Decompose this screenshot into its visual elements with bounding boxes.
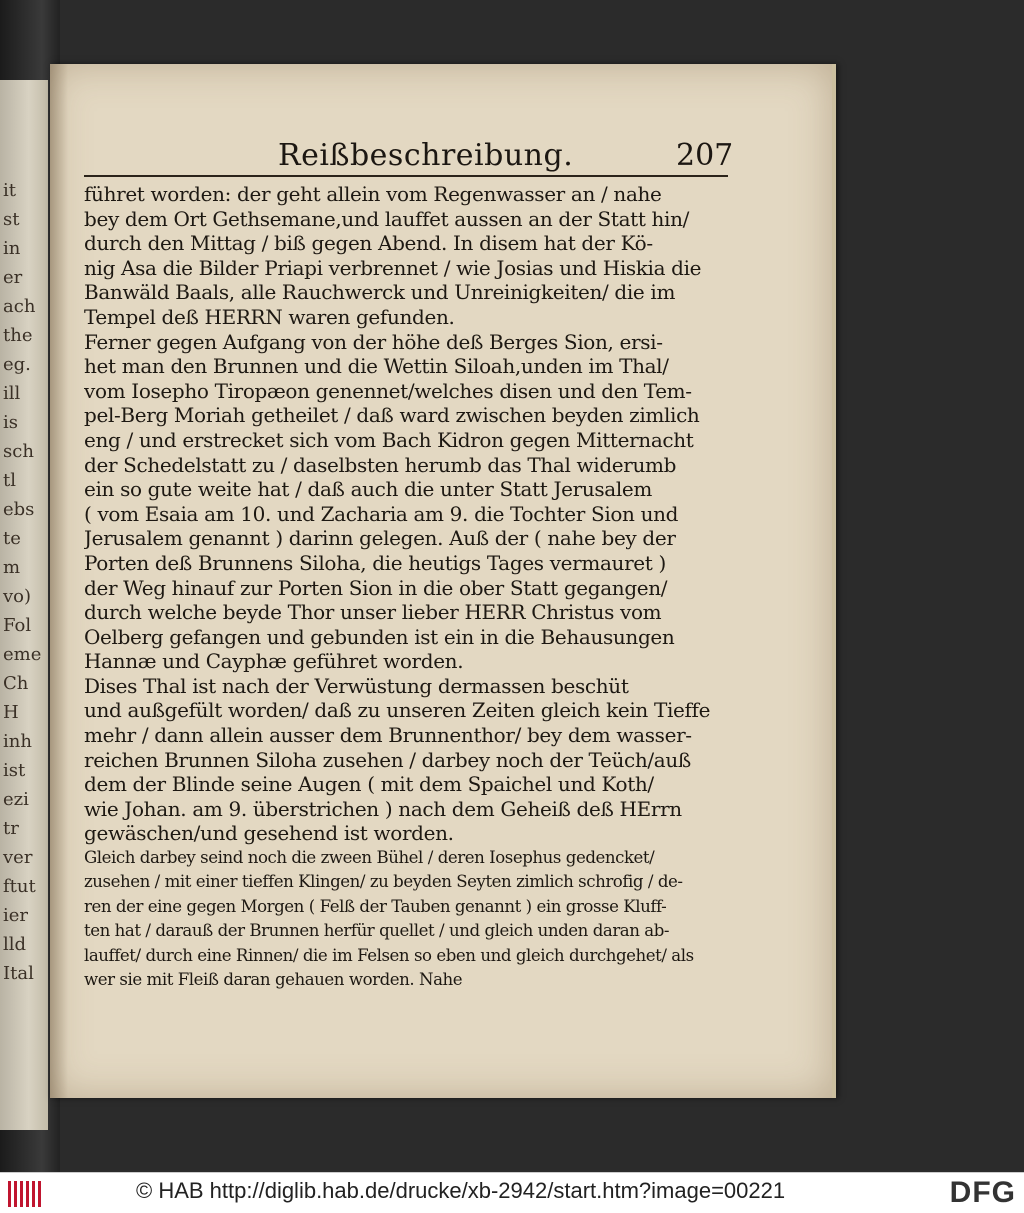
- header-rule: [84, 175, 728, 177]
- viewer-footer: [0, 1172, 1024, 1213]
- previous-page-fragment: eg.: [3, 354, 31, 375]
- previous-page-fragment: te: [3, 528, 21, 549]
- text-line: reichen Brunnen Siloha zusehen / darbey noch der Teüch/auß: [84, 747, 691, 772]
- previous-page-fragment: ebs: [3, 499, 35, 520]
- text-line: Jerusalem genannt ) darinn gelegen. Auß der ( nahe bey der: [84, 526, 676, 551]
- text-line-small: lauffet/ durch eine Rinnen/ die im Felsen so eben und gleich durchgehet/ als: [84, 945, 694, 965]
- text-line: pel-Berg Moriah getheilet / daß ward zwischen beyden zimlich: [84, 403, 700, 428]
- previous-page-fragment: er: [3, 267, 23, 288]
- text-line: der Schedelstatt zu / daselbsten herumb das Thal widerumb: [84, 452, 677, 477]
- previous-page-fragment: the: [3, 325, 33, 346]
- text-line: und außgefült worden/ daß zu unseren Zeiten gleich kein Tieffe: [84, 698, 711, 723]
- previous-page-fragment: tl: [3, 470, 16, 491]
- previous-page-fragment: vo): [3, 586, 32, 607]
- previous-page-fragment: is: [3, 412, 18, 433]
- text-line: durch den Mittag / biß gegen Abend. In disem hat der Kö-: [84, 231, 653, 256]
- text-line: ( vom Esaia am 10. und Zacharia am 9. die Tochter Sion und: [84, 501, 679, 526]
- text-line: dem der Blinde seine Augen ( mit dem Spaichel und Koth/: [84, 772, 654, 797]
- previous-page-fragment: inh: [3, 731, 32, 752]
- text-line: wie Johan. am 9. überstrichen ) nach dem Geheiß deß HErrn: [84, 796, 682, 821]
- text-line: der Weg hinauf zur Porten Sion in die ober Statt gegangen/: [84, 575, 668, 600]
- previous-page-fragment: sch: [3, 441, 34, 462]
- dfg-logo: DFG: [949, 1176, 1016, 1209]
- previous-page-fragment: Ital: [3, 963, 34, 984]
- text-line-small: zusehen / mit einer tieffen Klingen/ zu beyden Seyten zimlich schrofig / de-: [84, 872, 683, 892]
- running-head: Reißbeschreibung.: [278, 138, 574, 173]
- text-line: führet worden: der geht allein vom Regenwasser an / nahe: [84, 182, 662, 206]
- text-line: gewäschen/und gesehend ist worden.: [84, 821, 454, 846]
- text-line: nig Asa die Bilder Priapi verbrennet / wie Josias und Hiskia die: [84, 255, 702, 280]
- hab-logo-icon: [8, 1181, 42, 1207]
- previous-page-fragment: ach: [3, 296, 36, 317]
- text-line: ein so gute weite hat / daß auch die unter Statt Jerusalem: [84, 477, 653, 502]
- page-number: 207: [676, 138, 734, 173]
- text-line-small: ten hat / darauß der Brunnen herfür quellet / und gleich unden daran ab-: [84, 921, 670, 941]
- previous-page-fragment: H: [3, 702, 19, 723]
- previous-page-fragment: ill: [3, 383, 21, 404]
- text-line-small: Gleich darbey seind noch die zween Bühel / deren Iosephus gedencket/: [84, 848, 655, 868]
- text-line-small: ren der eine gegen Morgen ( Felß der Tauben genannt ) ein grosse Kluff-: [84, 896, 667, 916]
- text-line: Oelberg gefangen und gebunden ist ein in die Behausungen: [84, 624, 675, 649]
- previous-page-fragment: in: [3, 238, 21, 259]
- text-line: eng / und erstrecket sich vom Bach Kidron gegen Mitternacht: [84, 427, 694, 452]
- previous-page-fragment: ver: [3, 847, 33, 868]
- text-line: Ferner gegen Aufgang von der höhe deß Berges Sion, ersi-: [84, 329, 663, 354]
- previous-page-fragment: ist: [3, 760, 26, 781]
- previous-page-edge: [0, 80, 48, 1130]
- previous-page-fragment: eme: [3, 644, 42, 665]
- text-line: Hannæ und Cayphæ geführet worden.: [84, 649, 464, 674]
- previous-page-fragment: m: [3, 557, 21, 578]
- text-line: durch welche beyde Thor unser lieber HERR Christus vom: [84, 600, 662, 625]
- previous-page-fragment: ier: [3, 905, 29, 926]
- text-line: Porten deß Brunnens Siloha, die heutigs Tages vermauret ): [84, 550, 666, 575]
- previous-page-fragment: lld: [3, 934, 27, 955]
- text-line: Tempel deß HERRN waren gefunden.: [84, 304, 455, 329]
- previous-page-fragment: tr: [3, 818, 19, 839]
- copyright-link[interactable]: © HAB http://diglib.hab.de/drucke/xb-2942/start.htm?image=00221: [136, 1178, 786, 1203]
- text-line: Dises Thal ist nach der Verwüstung dermassen beschüt: [84, 673, 629, 698]
- previous-page-fragment: st: [3, 209, 20, 230]
- previous-page-fragment: ezi: [3, 789, 29, 810]
- text-line: vom Iosepho Tiropæon genennet/welches disen und den Tem-: [84, 378, 692, 403]
- previous-page-fragment: Fol: [3, 615, 32, 636]
- text-line: bey dem Ort Gethsemane,und lauffet aussen an der Statt hin/: [84, 206, 690, 231]
- book-page: [50, 64, 836, 1098]
- previous-page-fragment: it: [3, 180, 16, 201]
- body-text: [84, 182, 734, 992]
- text-line: het man den Brunnen und die Wettin Siloah,unden im Thal/: [84, 354, 669, 379]
- text-line-small: wer sie mit Fleiß daran gehauen worden. Nahe: [84, 969, 463, 989]
- previous-page-fragment: Ch: [3, 673, 29, 694]
- text-line: mehr / dann allein ausser dem Brunnenthor/ bey dem wasser-: [84, 723, 692, 748]
- text-line: Banwäld Baals, alle Rauchwerck und Unreinigkeiten/ die im: [84, 280, 676, 305]
- previous-page-fragment: ftut: [3, 876, 36, 897]
